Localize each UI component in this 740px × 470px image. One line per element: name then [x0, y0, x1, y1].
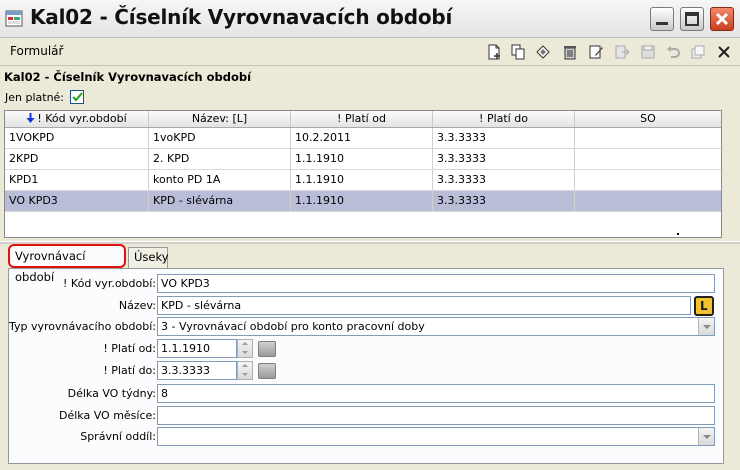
form-title: Kal02 - Číselník Vyrovnavacích období	[4, 70, 252, 84]
chevron-down-icon[interactable]	[698, 318, 714, 335]
calendar-icon[interactable]	[258, 363, 276, 379]
cell-valid-from: 10.2.2011	[291, 128, 433, 148]
window-title: Kal02 - Číselník Vyrovnavacích období	[30, 5, 453, 29]
save-icon[interactable]	[640, 44, 656, 60]
table-row[interactable]	[5, 149, 721, 170]
valid-to-label: ! Platí do:	[103, 364, 156, 377]
cell-valid-from: 1.1.1910	[291, 191, 433, 211]
cell-so	[575, 128, 721, 148]
minimize-button[interactable]	[650, 7, 674, 31]
cell-so	[575, 149, 721, 169]
name-label: Název:	[118, 299, 156, 312]
close-window-button[interactable]	[710, 7, 734, 31]
cell-name: KPD - slévárna	[149, 191, 291, 211]
cell-code: 2KPD	[5, 149, 149, 169]
cell-valid-to: 3.3.3333	[433, 170, 575, 190]
cell-valid-from: 1.1.1910	[291, 149, 433, 169]
cell-valid-to: 3.3.3333	[433, 149, 575, 169]
table-row-selected[interactable]	[5, 191, 721, 212]
app-icon	[5, 10, 25, 28]
valid-from-spinner[interactable]	[237, 339, 253, 358]
cell-so	[575, 191, 721, 211]
column-header-code-label: ! Kód vyr.období	[37, 112, 127, 125]
cell-valid-from: 1.1.1910	[291, 170, 433, 190]
form-menu[interactable]: Formulář	[10, 44, 64, 58]
column-header-so[interactable]: SO	[640, 112, 656, 125]
department-select[interactable]	[157, 427, 715, 446]
weeks-label: Délka VO týdny:	[67, 387, 156, 400]
resize-marker	[677, 233, 679, 235]
new-record-icon[interactable]	[486, 44, 502, 60]
calendar-icon[interactable]	[258, 341, 276, 357]
close-icon	[711, 8, 733, 30]
cell-name: 1voKPD	[149, 128, 291, 148]
forward-icon[interactable]	[614, 44, 630, 60]
copy-record-icon[interactable]	[510, 44, 526, 60]
window-titlebar	[0, 0, 740, 38]
code-label: ! Kód vyr.období:	[63, 277, 156, 290]
department-label: Správní oddíl:	[80, 430, 156, 443]
column-header-valid-from[interactable]: ! Platí od	[291, 111, 433, 127]
valid-from-field[interactable]: 1.1.1910	[157, 339, 237, 358]
cell-valid-to: 3.3.3333	[433, 191, 575, 211]
checkmark-icon	[72, 92, 83, 103]
cell-so	[575, 170, 721, 190]
maximize-icon	[681, 8, 703, 30]
code-field[interactable]: VO KPD3	[157, 274, 715, 293]
close-form-icon[interactable]	[716, 44, 732, 60]
toolbar	[0, 38, 740, 66]
language-lookup-button[interactable]	[694, 296, 714, 316]
type-select-value: 3 - Vyrovnávací období pro konto pracovní doby	[161, 320, 425, 333]
column-header-code[interactable]	[5, 111, 149, 127]
cell-code: KPD1	[5, 170, 149, 190]
table-row[interactable]	[5, 170, 721, 191]
months-label: Délka VO měsíce:	[59, 409, 156, 422]
name-field[interactable]: KPD - slévárna	[157, 296, 691, 315]
cell-valid-to: 3.3.3333	[433, 128, 575, 148]
cell-name: konto PD 1A	[149, 170, 291, 190]
undo-icon[interactable]	[665, 44, 681, 60]
table-row[interactable]	[5, 128, 721, 149]
cell-name: 2. KPD	[149, 149, 291, 169]
cell-code: VO KPD3	[5, 191, 149, 211]
weeks-field[interactable]: 8	[157, 384, 715, 403]
tab-useky[interactable]: Úseky	[128, 247, 168, 268]
sort-desc-icon	[26, 113, 35, 123]
chevron-down-icon[interactable]	[698, 428, 714, 445]
only-valid-label: Jen platné:	[5, 91, 65, 104]
valid-from-label: ! Platí od:	[103, 342, 156, 355]
periods-table	[4, 110, 722, 238]
delete-icon[interactable]	[562, 44, 578, 60]
tab-vyrovnavaci-obdobi[interactable]: Vyrovnávací období	[8, 244, 126, 268]
type-select[interactable]	[157, 317, 715, 336]
months-field[interactable]	[157, 406, 715, 425]
table-header	[5, 111, 721, 128]
cell-code: 1VOKPD	[5, 128, 149, 148]
only-valid-checkbox[interactable]	[70, 90, 84, 104]
language-lookup-label: L	[700, 299, 708, 313]
maximize-button[interactable]	[680, 7, 704, 31]
valid-to-spinner[interactable]	[237, 361, 253, 380]
column-header-valid-to[interactable]: ! Platí do	[433, 111, 575, 127]
refresh-icon[interactable]	[535, 44, 551, 60]
type-label: Typ vyrovnávacího období:	[9, 320, 156, 333]
valid-to-field[interactable]: 3.3.3333	[157, 361, 237, 380]
minimize-icon	[651, 8, 673, 30]
edit-icon[interactable]	[588, 44, 604, 60]
restore-icon[interactable]	[690, 44, 706, 60]
column-header-name[interactable]: Název: [L]	[149, 111, 291, 127]
